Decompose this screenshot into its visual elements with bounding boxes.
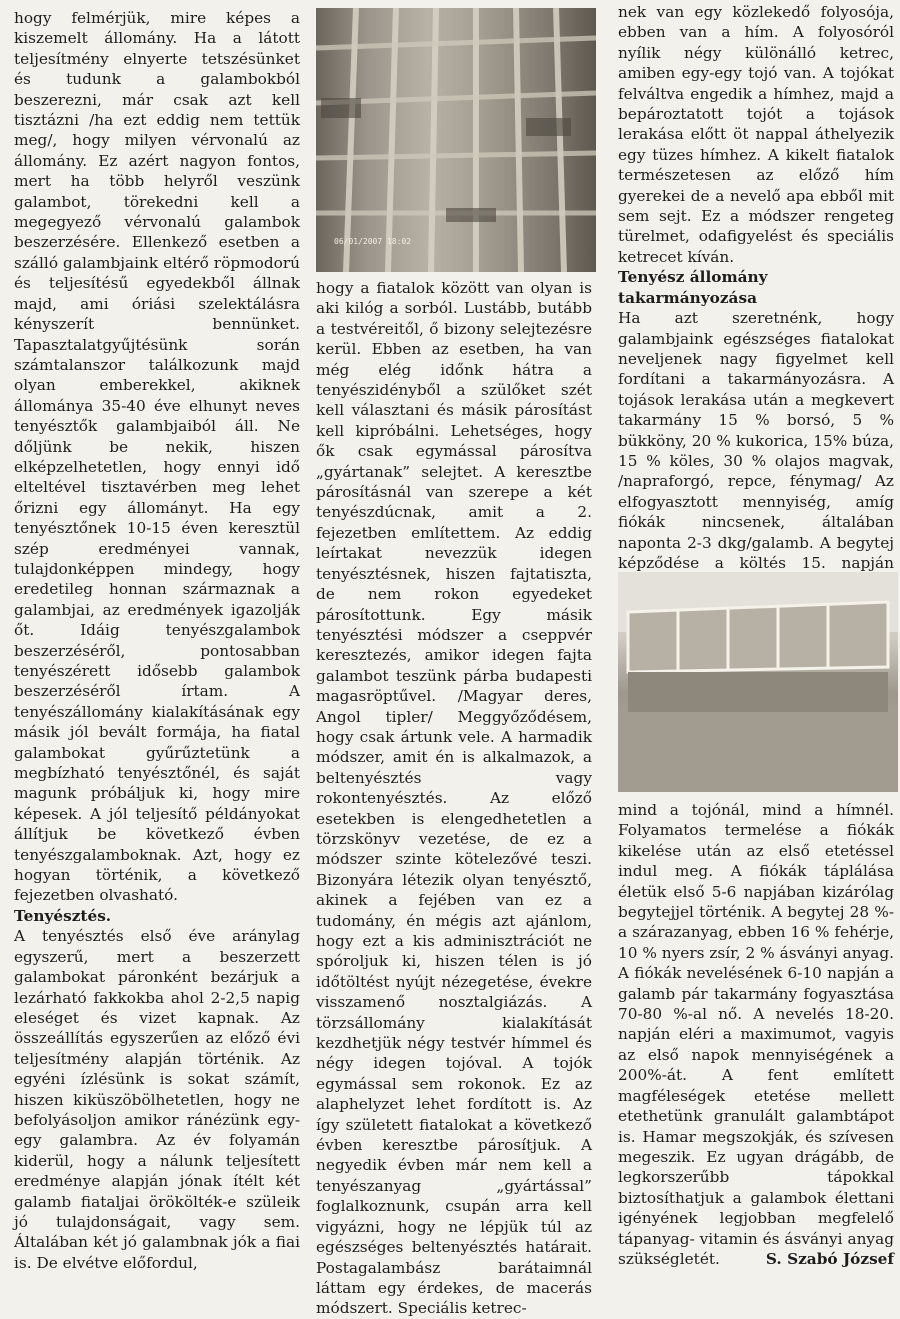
paragraph-begytej xyxy=(618,800,894,1269)
author-signature: S. Szabó József xyxy=(765,1249,894,1268)
photo-cages-illustration xyxy=(316,8,596,272)
column-right-bottom xyxy=(618,800,894,1269)
photo-timestamp: 06/01/2007 18:02 xyxy=(334,237,412,246)
paragraph-ketrec: nek van egy közlekedő folyosója, ebben van a hím. A folyosóról nyílik négy különálló ketrec, amiben egy-egy tojó van. A tojókat felváltva engedik a hímhez, majd a bepároztatott tojót a tojások lerakása előtt öt nappal áthelyezik egy tüzes hímhez. A kikelt fiatalok természetesen az előző hím gyerekei de a nevelő apa ebből mit sem sejt. Ez a módszer rengeteg türelmet, odafigyelést és speciális ketrecet kíván. xyxy=(618,3,894,266)
column-right-top xyxy=(618,2,894,594)
column-left xyxy=(14,8,300,1273)
paragraph-takarmanyozas: Ha azt szeretnénk, hogy galambjaink egészséges fiatalokat neveljenek nagy figyelmet kell fordítani a takarmányozásra. A tojások lerakása után a megkevert takarmány 15 % borsó, 5 % bükköny, 20 % kukorica, 15% búza, 15 % köles, 30 % olajos magvak, /napraforgó, repce, fénymag/ Az elfogyasztott mennyiség, amíg fiókák nincsenek, általában naponta 2-3 dkg/galamb. A begytej képződése a költés 15. napján xyxy=(618,309,894,572)
column-middle xyxy=(316,278,592,1319)
section-heading-tenyesztes: Tenyésztés. xyxy=(14,906,112,925)
section-heading-takarmanyozas: Tenyész állomány takarmányozása xyxy=(618,268,768,307)
photo-loft-illustration xyxy=(618,572,898,792)
photo-pigeon-loft xyxy=(618,572,898,792)
paragraph-intro: hogy felmérjük, mire képes a kiszemelt állomány. Ha a látott teljesítmény elnyerte tetszésünket és tudunk a galambokból beszerezni, már csak azt kell tisztázni /ha ezt eddig nem tettük meg/, hogy milyen vérvonalú az állomány. Ez azért nagyon fontos, mert ha több helyről veszünk galambot, törekedni kell a megegyező vérvonalú galambok beszerzésére. Ellenkező esetben a szálló galambjaink eltérő röpmodorú és teljesítésű egyedekből állnak majd, ami óriási szelektálásra kényszerít bennünket. Tapasztalatgyűjtésünk során számtalanszor találkozunk majd olyan emberekkel, akiknek állománya 35-40 éve elhunyt neves tenyésztők galambjaiból áll. Ne dőljünk be nekik, hiszen elképzelhetetlen, hogy ennyi idő elteltével tisztavérben meg lehet őrizni egy állományt. Ha egy tenyésztőnek 10-15 éven keresztül szép eredményei vannak, tulajdonképpen mindegy, hogy eredetileg honnan származnak a galambjai, az eredmények igazolják őt. Idáig tenyészgalambok beszerzéséről, pontosabban tenyészérett idősebb galambok beszerzéséről írtam. A tenyészállomány kialakításának egy másik jól bevált formája, ha fiatal galambokat gyűrűztetünk a megbízható tenyésztőnél, és saját magunk próbáljuk ki, hogy mire képesek. A jól teljesítő példányokat állítjuk be következő évben tenyészgalamboknak. Azt, hogy ez hogyan történik, a következő fejezetben olvasható. xyxy=(14,9,300,905)
photo-pigeon-cages xyxy=(316,8,596,272)
paragraph-tenyesztes: A tenyésztés első éve aránylag egyszerű, mert a beszerzett galambokat páronként bezárjuk a lezárható fakkokba ahol 2-2,5 napig eleséget és vizet kapnak. Az összeállítás egyszerűen az előző évi teljesítmény alapján történik. Az egyéni ízlésünk is sokat számít, hiszen kiküszöbölhetetlen, hogy ne befolyásoljon amikor ránézünk egy-egy galambra. Az év folyamán kiderül, hogy a nálunk teljesített eredménye alapján jónak ítélt két galamb fiataljai örökölték-e szüleik jó tulajdonságait, vagy sem. Általában két jó galambnak jók a fiai is. De elvétve előfordul, xyxy=(14,927,300,1272)
paragraph-begytej-text: mind a tojónál, mind a hímnél. Folyamatos termelése a fiókák kikelése után az első etetéssel indul meg. A fiókák táplálása életük első 5-6 napjában kizárólag begytejjel történik. A begytej 28 %-a szárazanyag, ebben 16 % fehérje, 10 % nyers zsír, 2 % ásványi anyag. A fiókák nevelésének 6-10 napján a galamb pár takarmány fogyasztása 70-80 %-al nő. A nevelés 18-20. napján eléri a maximumot, vagyis az első napok mennyiségének a 200%-át. A fent említett magféleségek etetése mellett etethetünk granulált galambtápot is. Hamar megszokják, és szívesen megeszik. Ez ugyan drágább, de legkorszerűbb tápokkal biztosíthatjuk a galambok élettani igényének legjobban megfelelő tápanyag- vitamin és ásványi anyag szükségletét. xyxy=(618,801,894,1268)
paragraph-middle: hogy a fiatalok között van olyan is aki kilóg a sorból. Lustább, butább a testvéreitől, ő bizony selejtezésre kerül. Ebben az esetben, ha van még elég időnk hátra a tenyészidényből a szülőket szét kell választani és másik párosítást kell kipróbálni. Lehetséges, hogy ők csak egymással párosítva „gyártanak” selejtet. A keresztbe párosításnál van szerepe a két tenyészdúcnak, amit a 2. fejezetben említettem. Az eddig leírtakat nevezzük idegen tenyésztésnek, hiszen fajtatiszta, de nem rokon egyedeket párosítottunk. Egy másik tenyésztési módszer a cseppvér keresztezés, amikor idegen fajta galambot teszünk párba budapesti magasröptűvel. /Magyar deres, Angol tipler/ Meggyőződésem, hogy csak ártunk vele. A harmadik módszer, amit én is alkalmazok, a beltenyésztés vagy rokontenyésztés. Az előző esetekben is elengedhetetlen a törzskönyv vezetése, de ez a módszer szinte kötelezővé teszi. Bizonyára létezik olyan tenyésztő, akinek a fejében van ez a tudomány, én mégis azt ajánlom, hogy ezt a kis adminisztrációt ne spóroljuk ki, hiszen télen is jó időtöltést nyújt nézegetése, évekre visszamenő nosztalgiázás. A törzsállomány kialakítását kezdhetjük négy testvér hímmel és négy idegen tojóval. A tojók egymással sem rokonok. Ez az alaphelyzet lehet fordított is. Az így született fiatalokat a következő évben keresztbe párosítjuk. A negyedik évben már nem kell a tenyészanyag „gyártással” foglalkoznunk, csupán arra kell vigyázni, hogy ne lépjük túl az egészséges beltenyésztés határait. Postagalambász barátaimnál láttam egy érdekes, de macerás módszert. Speciális ketrec- xyxy=(316,279,592,1318)
